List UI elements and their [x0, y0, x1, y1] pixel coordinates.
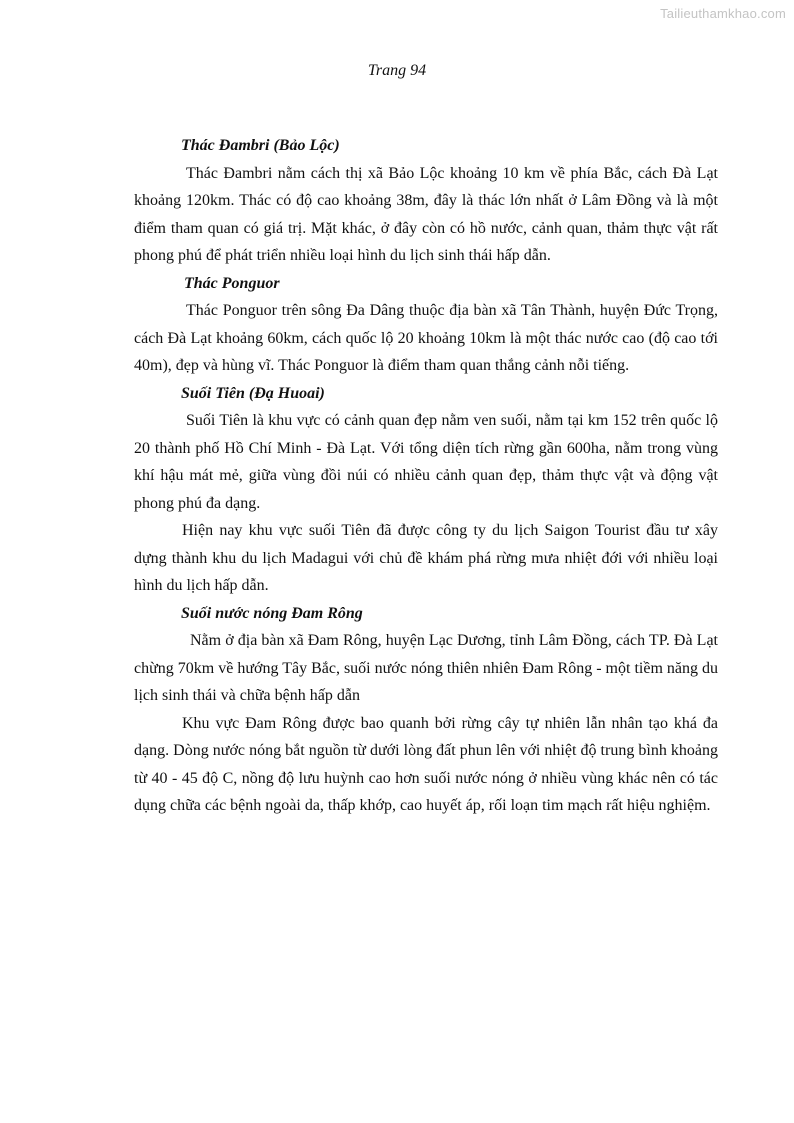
section-thac-dambri	[134, 132, 718, 270]
paragraph: Suối Tiên là khu vực có cảnh quan đẹp nằm ven suối, nằm tại km 152 trên quốc lộ 20 thành phố Hồ Chí Minh - Đà Lạt. Với tổng diện tích rừng gần 600ha, nằm trong vùng khí hậu mát mẻ, giữa vùng đồi núi có nhiều cảnh quan đẹp, thảm thực vật và động vật phong phú đa dạng.	[134, 412, 718, 512]
page-number: Trang 94	[367, 62, 427, 79]
paragraph: Thác Đambri nằm cách thị xã Bảo Lộc khoảng 10 km về phía Bắc, cách Đà Lạt khoảng 120km. Thác có độ cao khoảng 38m, đây là thác lớn nhất ở Lâm Đồng và là một điểm tham quan có giá trị. Mặt khác, ở đây còn có hồ nước, cảnh quan, thảm thực vật rất phong phú để phát triển nhiều loại hình du lịch sinh thái hấp dẫn.	[134, 164, 718, 264]
paragraph: Thác Ponguor trên sông Đa Dâng thuộc địa bàn xã Tân Thành, huyện Đức Trọng, cách Đà Lạt khoảng 60km, cách quốc lộ 20 khoảng 10km là một thác nước cao (độ cao tới 40m), đẹp và hùng vĩ. Thác Ponguor là điểm tham quan thắng cảnh nỗi tiếng.	[134, 302, 718, 374]
section-heading: Suối nước nóng Đam Rông	[181, 604, 363, 622]
section-heading: Thác Ponguor	[184, 274, 280, 292]
section-heading: Thác Đambri (Bảo Lộc)	[181, 137, 340, 154]
paragraph: Hiện nay khu vực suối Tiên đã được công ty du lịch Saigon Tourist đầu tư xây dựng thành khu du lịch Madagui với chủ đề khám phá rừng mưa nhiệt đới với nhiều loại hình du lịch hấp dẫn.	[134, 522, 718, 594]
watermark-text: Tailieuthamkhao.com	[660, 6, 786, 21]
paragraph: Nằm ở địa bàn xã Đam Rông, huyện Lạc Dương, tỉnh Lâm Đồng, cách TP. Đà Lạt chừng 70km về hướng Tây Bắc, suối nước nóng thiên nhiên Đam Rông - một tiềm năng du lịch sinh thái và chữa bệnh hấp dẫn	[134, 632, 718, 704]
document-body	[134, 132, 718, 820]
section-heading: Suối Tiên (Đạ Huoai)	[181, 384, 325, 402]
paragraph: Khu vực Đam Rông được bao quanh bởi rừng cây tự nhiên lẫn nhân tạo khá đa dạng. Dòng nước nóng bắt nguồn từ dưới lòng đất phun lên với nhiệt độ trung bình khoảng từ 40 - 45 độ C, nồng độ lưu huỳnh cao hơn suối nước nóng ở nhiều vùng khác nên có tác dụng chữa các bệnh ngoài da, thấp khớp, cao huyết áp, rối loạn tim mạch rất hiệu nghiệm.	[134, 714, 718, 814]
section-thac-ponguor	[134, 270, 718, 380]
section-suoi-nuoc-nong-dam-rong	[134, 600, 718, 820]
section-suoi-tien	[134, 380, 718, 600]
